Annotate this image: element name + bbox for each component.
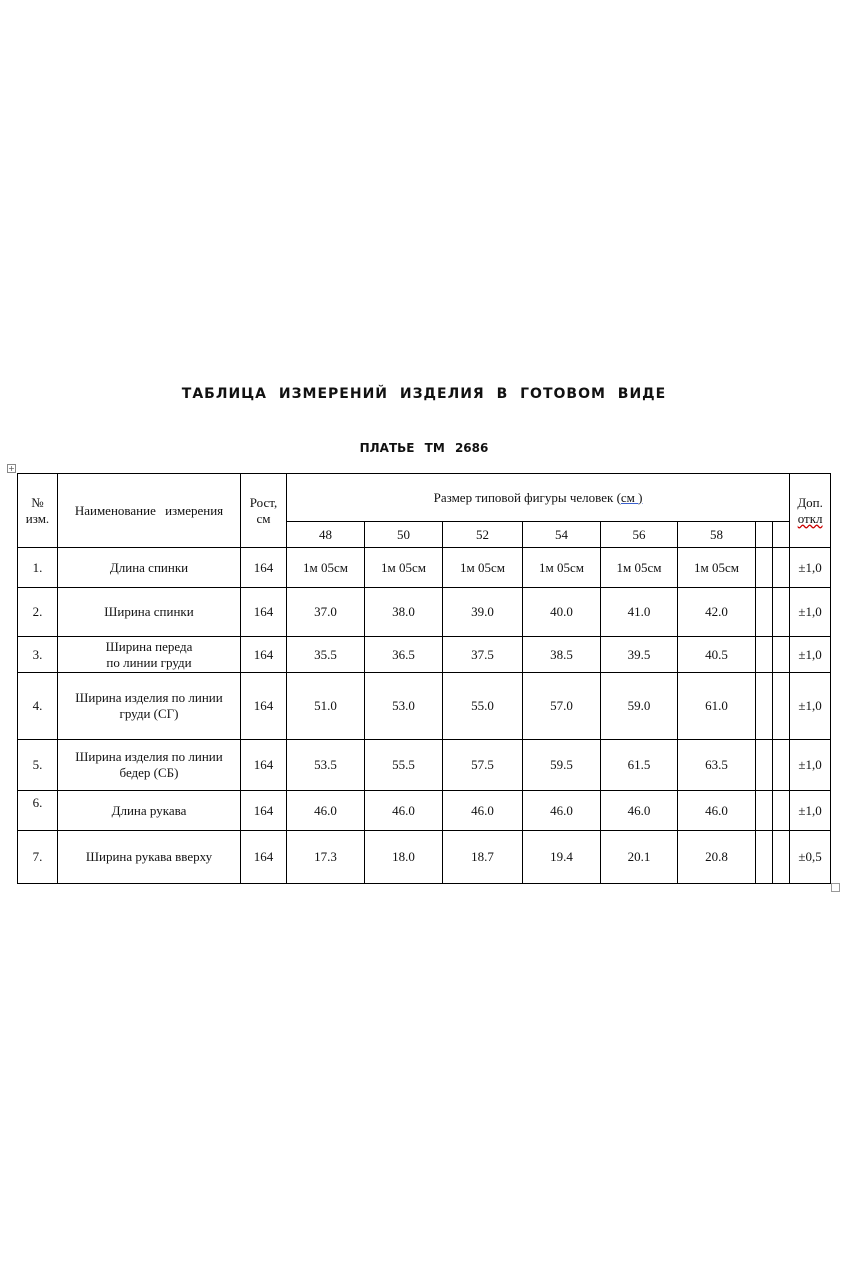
row-value: 37.5 (443, 637, 523, 673)
size-cell: 56 (601, 522, 678, 548)
row-num: 5. (18, 740, 58, 791)
row-value: 63.5 (678, 740, 756, 791)
empty-cell (756, 588, 773, 637)
row-value: 51.0 (287, 673, 365, 740)
row-name-line: по линии груди (106, 654, 192, 670)
size-cell: 52 (443, 522, 523, 548)
header-num-cell (18, 474, 58, 548)
row-value: 41.0 (601, 588, 678, 637)
row-value: 55.0 (443, 673, 523, 740)
row-height: 164 (241, 791, 287, 831)
row-num: 7. (18, 831, 58, 884)
empty-cell (773, 791, 790, 831)
row-value: 40.5 (678, 637, 756, 673)
row-value: 46.0 (678, 791, 756, 831)
empty-cell (756, 673, 773, 740)
row-value: 1м 05см (365, 548, 443, 588)
empty-cell (773, 740, 790, 791)
row-value: 35.5 (287, 637, 365, 673)
row-name-line: Ширина изделия по линии (75, 690, 223, 705)
header-tolerance-cell (790, 474, 831, 548)
empty-cell (756, 548, 773, 588)
row-height: 164 (241, 673, 287, 740)
row-name-line: груди (СГ) (119, 706, 179, 721)
row-value: 1м 05см (287, 548, 365, 588)
row-value: 1м 05см (678, 548, 756, 588)
empty-cell (756, 791, 773, 831)
row-height: 164 (241, 588, 287, 637)
header-size-group-label: Размер типовой фигуры человек ( (433, 489, 621, 505)
row-value: 1м 05см (523, 548, 601, 588)
row-num: 1. (18, 548, 58, 588)
row-name-line: бедер (СБ) (119, 765, 179, 780)
row-num: 3. (18, 637, 58, 673)
header-height-label: Рост, (249, 494, 278, 510)
row-value: 59.5 (523, 740, 601, 791)
header-num-label: изм. (25, 510, 50, 526)
size-cell: 50 (365, 522, 443, 548)
row-value: 46.0 (443, 791, 523, 831)
empty-cell (756, 831, 773, 884)
row-value: 19.4 (523, 831, 601, 884)
empty-cell (773, 673, 790, 740)
row-name (58, 791, 241, 831)
row-value: 20.1 (601, 831, 678, 884)
row-name-line: Ширина рукава вверху (85, 849, 213, 864)
row-value: 39.0 (443, 588, 523, 637)
empty-cell (773, 831, 790, 884)
row-value: 37.0 (287, 588, 365, 637)
row-name (58, 588, 241, 637)
row-name-line: Ширина переда (105, 638, 193, 654)
table-row (18, 637, 831, 673)
table-row (18, 673, 831, 740)
header-name-cell: Наименование измерения (58, 474, 241, 548)
row-height: 164 (241, 548, 287, 588)
header-size-group-unit: см ) (620, 489, 643, 505)
row-num: 6. (18, 791, 58, 831)
row-height: 164 (241, 740, 287, 791)
row-value: 46.0 (523, 791, 601, 831)
row-num: 4. (18, 673, 58, 740)
row-name-line: Длина рукава (111, 802, 187, 818)
row-tolerance: ±1,0 (790, 637, 831, 673)
size-cell: 58 (678, 522, 756, 548)
row-tolerance: ±0,5 (790, 831, 831, 884)
header-num-symbol: № (31, 494, 44, 510)
row-num: 2. (18, 588, 58, 637)
empty-cell (773, 588, 790, 637)
header-height-unit: см (256, 510, 271, 526)
empty-cell (756, 637, 773, 673)
row-tolerance: ±1,0 (790, 791, 831, 831)
empty-cell (756, 740, 773, 791)
row-value: 40.0 (523, 588, 601, 637)
table-resize-handle-icon[interactable] (831, 883, 840, 892)
row-value: 1м 05см (601, 548, 678, 588)
table-row (18, 588, 831, 637)
header-height-cell (241, 474, 287, 548)
row-name-line: Длина спинки (109, 559, 189, 575)
row-value: 18.7 (443, 831, 523, 884)
measurement-table (17, 473, 831, 884)
table-row (18, 740, 831, 791)
row-value: 20.8 (678, 831, 756, 884)
row-value: 18.0 (365, 831, 443, 884)
row-name-line: Ширина изделия по линии (75, 749, 223, 764)
row-name (58, 740, 241, 791)
row-value: 36.5 (365, 637, 443, 673)
row-height: 164 (241, 831, 287, 884)
table-row (18, 831, 831, 884)
row-name-line: Ширина спинки (104, 604, 194, 619)
row-value: 46.0 (601, 791, 678, 831)
table-row (18, 791, 831, 831)
row-value: 53.0 (365, 673, 443, 740)
row-value: 46.0 (287, 791, 365, 831)
row-tolerance: ±1,0 (790, 740, 831, 791)
document-subtitle: ПЛАТЬЕ ТМ 2686 (359, 441, 489, 455)
row-tolerance: ±1,0 (790, 588, 831, 637)
row-value: 46.0 (365, 791, 443, 831)
row-value: 59.0 (601, 673, 678, 740)
row-name (58, 673, 241, 740)
row-tolerance: ±1,0 (790, 673, 831, 740)
row-value: 61.5 (601, 740, 678, 791)
row-name (58, 831, 241, 884)
header-size-group-cell (287, 474, 790, 522)
size-cell: 54 (523, 522, 601, 548)
row-value: 57.5 (443, 740, 523, 791)
row-name (58, 637, 241, 673)
header-tolerance-label-2: откл (797, 510, 823, 526)
row-value: 57.0 (523, 673, 601, 740)
empty-cell (773, 548, 790, 588)
empty-size-cell (773, 522, 790, 548)
header-tolerance-label: Доп. (797, 494, 823, 510)
row-height: 164 (241, 637, 287, 673)
empty-size-cell (756, 522, 773, 548)
row-value: 55.5 (365, 740, 443, 791)
document-title: ТАБЛИЦА ИЗМЕРЕНИЙ ИЗДЕЛИЯ В ГОТОВОМ ВИДЕ (181, 386, 667, 402)
row-value: 42.0 (678, 588, 756, 637)
table-move-handle-icon[interactable]: + (8, 464, 15, 473)
row-value: 38.5 (523, 637, 601, 673)
row-value: 1м 05см (443, 548, 523, 588)
row-value: 17.3 (287, 831, 365, 884)
row-name (58, 548, 241, 588)
row-value: 61.0 (678, 673, 756, 740)
table-header-row (18, 474, 831, 522)
table-row (18, 548, 831, 588)
row-tolerance: ±1,0 (790, 548, 831, 588)
row-value: 38.0 (365, 588, 443, 637)
row-value: 39.5 (601, 637, 678, 673)
empty-cell (773, 637, 790, 673)
size-cell: 48 (287, 522, 365, 548)
row-value: 53.5 (287, 740, 365, 791)
